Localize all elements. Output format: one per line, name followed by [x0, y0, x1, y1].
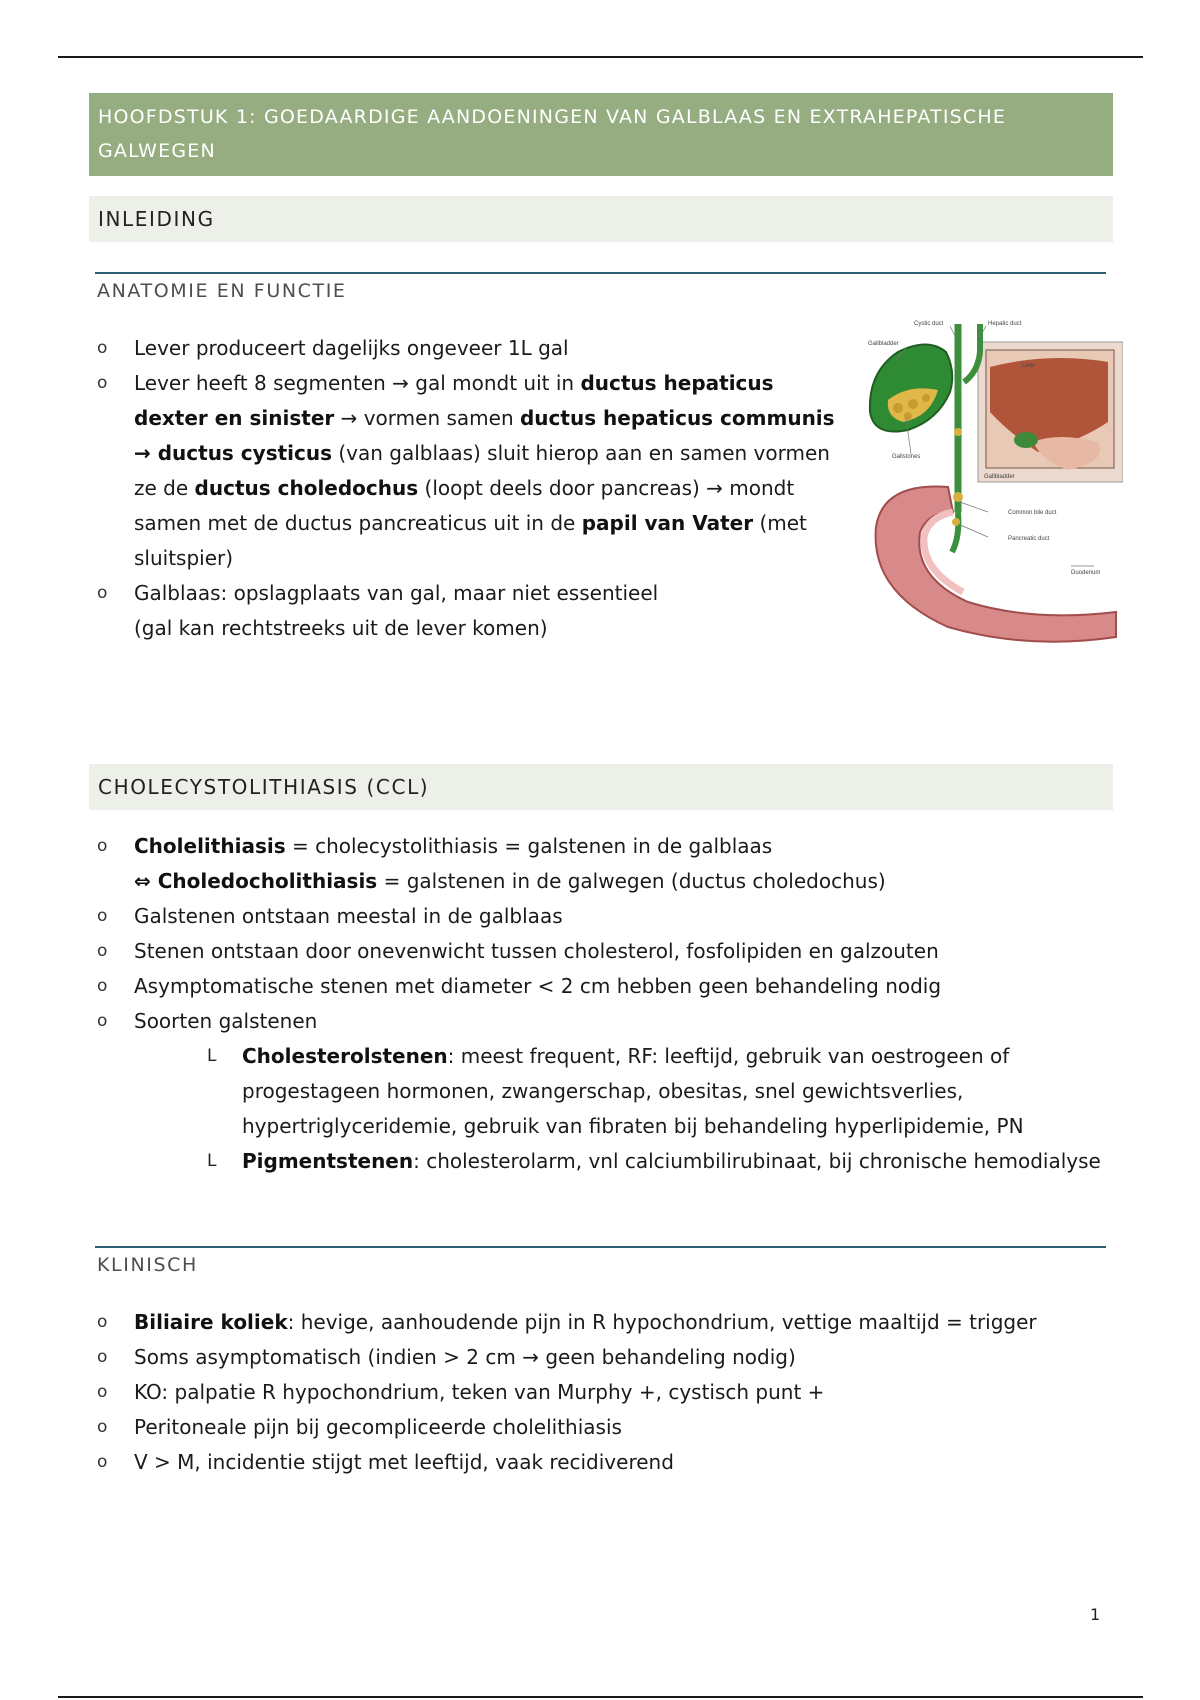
list-item: o Lever heeft 8 segmenten → gal mondt uit in ductus hepaticus dexter en sinister → vormen samen ductus hepaticus communis → ductus cysticus (van galblaas) sluit hierop aan en samen vormen ze de ductus choledochus (loopt deels door pancreas) → mondt samen met de ductus pancreaticus uit in de papil van Vater (met sluitspier) [97, 371, 835, 570]
list-item: o Soms asymptomatisch (indien > 2 cm → geen behandeling nodig) [97, 1345, 796, 1369]
chapter-title: HOOFDSTUK 1: GOEDAARDIGE AANDOENINGEN VAN GALBLAAS EN EXTRAHEPATISCHE GALWEGEN [89, 93, 1113, 176]
list-item: o Cholelithiasis = cholecystolithiasis = galstenen in de galblaas ⇔ Choledocholithiasis = galstenen in de galwegen (ductus choledochus) [97, 834, 886, 893]
list-item: o Asymptomatische stenen met diameter < 2 cm hebben geen behandeling nodig [97, 974, 942, 998]
list-item: o Lever produceert dagelijks ongeveer 1L gal [97, 336, 569, 360]
label-hepatic-duct: Hepatic duct [988, 321, 1022, 327]
top-rule [58, 56, 1143, 58]
biliary-anatomy-illustration [858, 312, 1123, 652]
list-item: o Stenen ontstaan door onevenwicht tussen cholesterol, fosfolipiden en galzouten [97, 939, 939, 963]
list-item: o Soorten galstenen L Cholesterolstenen: meest frequent, RF: leeftijd, gebruik van oestrogeen of progestageen hormonen, zwangerschap, obesitas, snel gewichtsverlies, hypertriglyceridemie, gebruik van fibraten bij behandeling hyperlipidemie, PN L Pigmentstenen: cholesterolarm, vnl calciumbilirubinaat, bij chronische hemodialyse [97, 1004, 1112, 1179]
sub-list-item: L Cholesterolstenen: meest frequent, RF: leeftijd, gebruik van oestrogeen of progestageen hormonen, zwangerschap, obesitas, snel gewichtsverlies, hypertriglyceridemie, gebruik van fibraten bij behandeling hyperlipidemie, PN [207, 1044, 1024, 1138]
label-pancreatic-duct: Pancreatic duct [1008, 536, 1050, 542]
sub-list-item: L Pigmentstenen: cholesterolarm, vnl calciumbilirubinaat, bij chronische hemodialyse [207, 1149, 1101, 1173]
anatomie-list [97, 331, 849, 646]
label-gallbladder: Gallbladder [868, 341, 899, 347]
list-item: o Galblaas: opslagplaats van gal, maar niet essentieel (gal kan rechtstreeks uit de lever komen) [97, 581, 659, 640]
list-item: o Biliaire koliek: hevige, aanhoudende pijn in R hypochondrium, vettige maaltijd = trigger [97, 1310, 1037, 1334]
subheading-klinisch: KLINISCH [97, 1254, 198, 1276]
bottom-rule [58, 1696, 1143, 1698]
label-cystic-duct: Cystic duct [914, 321, 944, 327]
subheading-anatomie: ANATOMIE EN FUNCTIE [97, 280, 347, 302]
page-number: 1 [1090, 1605, 1101, 1624]
ccl-list [97, 829, 1112, 1179]
section-heading-ccl: CHOLECYSTOLITHIASIS (CCL) [89, 764, 1113, 810]
label-gallbladder-inset: Gallbladder [984, 474, 1015, 480]
label-duodenum: Duodenum [1071, 570, 1101, 576]
label-liver: Liver [1022, 363, 1036, 369]
list-item: o Peritoneale pijn bij gecompliceerde cholelithiasis [97, 1415, 622, 1439]
label-common-bile-duct: Common bile duct [1008, 510, 1057, 516]
list-item: o KO: palpatie R hypochondrium, teken van Murphy +, cystisch punt + [97, 1380, 825, 1404]
heading-rule-anatomie [95, 272, 1106, 274]
list-item: o V > M, incidentie stijgt met leeftijd, vaak recidiverend [97, 1450, 674, 1474]
heading-rule-klinisch [95, 1246, 1106, 1248]
list-item: o Galstenen ontstaan meestal in de galblaas [97, 904, 563, 928]
klinisch-list [97, 1305, 1112, 1480]
label-gallstones: Gallstones [892, 454, 921, 460]
galstenen-sublist [134, 1039, 1112, 1179]
section-heading-inleiding: INLEIDING [89, 196, 1113, 242]
